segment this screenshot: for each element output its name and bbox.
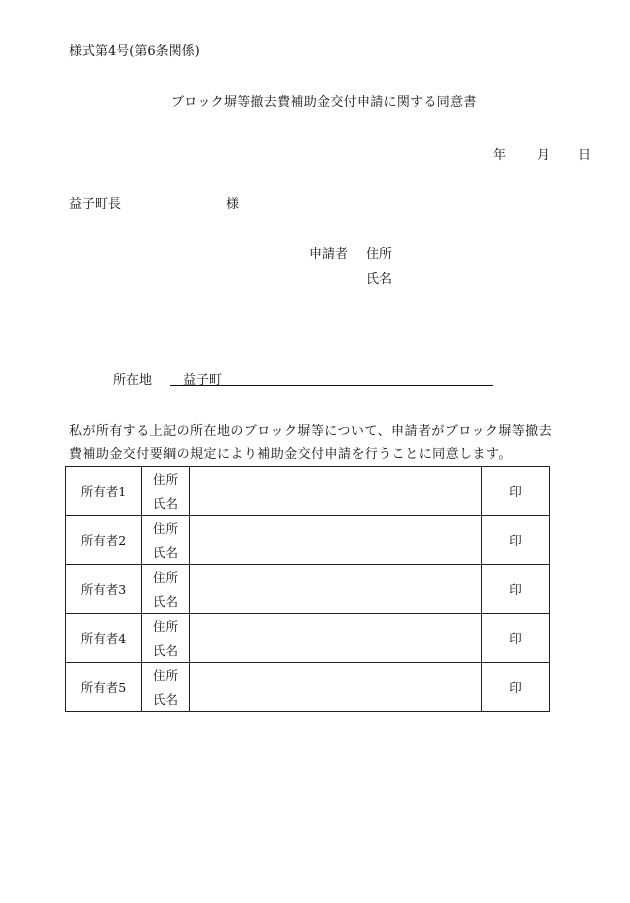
seal-label: 印 [482, 467, 550, 516]
owner-name-label: 氏名 [142, 687, 190, 712]
owner-label: 所有者2 [66, 516, 142, 565]
date-day-label: 日 [578, 148, 592, 163]
consent-line-1: 私が所有する上記の所在地のブロック塀等について、申請者がブロック塀等撤去 [69, 424, 553, 439]
owner-address-label: 住所 [142, 614, 190, 639]
owner-label: 所有者3 [66, 565, 142, 614]
seal-label: 印 [482, 565, 550, 614]
location-label: 所在地 [113, 373, 153, 388]
owner-row [66, 467, 550, 492]
owner-address-label: 住所 [142, 467, 190, 492]
form-number: 様式第4号(第6条関係) [69, 44, 200, 59]
location-value: 益子町 [183, 373, 223, 388]
owner-address-label: 住所 [142, 663, 190, 688]
applicant-name-label: 氏名 [366, 272, 393, 287]
consent-line-2: 費補助金交付要綱の規定により補助金交付申請を行うことに同意します。 [69, 447, 512, 462]
date-month-label: 月 [537, 148, 551, 163]
seal-label: 印 [482, 516, 550, 565]
location-underline [170, 385, 493, 386]
addressee-name: 益子町長 [69, 197, 122, 212]
consent-statement [69, 420, 599, 466]
addressee-honorific: 様 [226, 197, 240, 212]
owners-table [65, 466, 550, 712]
date-year-label: 年 [493, 148, 507, 163]
owner-entry-field[interactable] [190, 614, 482, 663]
seal-label: 印 [482, 614, 550, 663]
owner-label: 所有者4 [66, 614, 142, 663]
applicant-label: 申請者 [309, 247, 349, 262]
owner-entry-field[interactable] [190, 516, 482, 565]
owner-row [66, 516, 550, 541]
owner-address-label: 住所 [142, 565, 190, 590]
owner-address-label: 住所 [142, 516, 190, 541]
document-title: ブロック塀等撤去費補助金交付申請に関する同意書 [171, 95, 477, 110]
owner-entry-field[interactable] [190, 663, 482, 712]
owner-label: 所有者5 [66, 663, 142, 712]
seal-label: 印 [482, 663, 550, 712]
owner-name-label: 氏名 [142, 540, 190, 565]
owner-row [66, 565, 550, 590]
owner-name-label: 氏名 [142, 589, 190, 614]
owner-name-label: 氏名 [142, 638, 190, 663]
owner-row [66, 663, 550, 688]
owner-name-label: 氏名 [142, 491, 190, 516]
owner-entry-field[interactable] [190, 467, 482, 516]
owner-label: 所有者1 [66, 467, 142, 516]
owner-row [66, 614, 550, 639]
owner-entry-field[interactable] [190, 565, 482, 614]
applicant-address-label: 住所 [366, 247, 393, 262]
